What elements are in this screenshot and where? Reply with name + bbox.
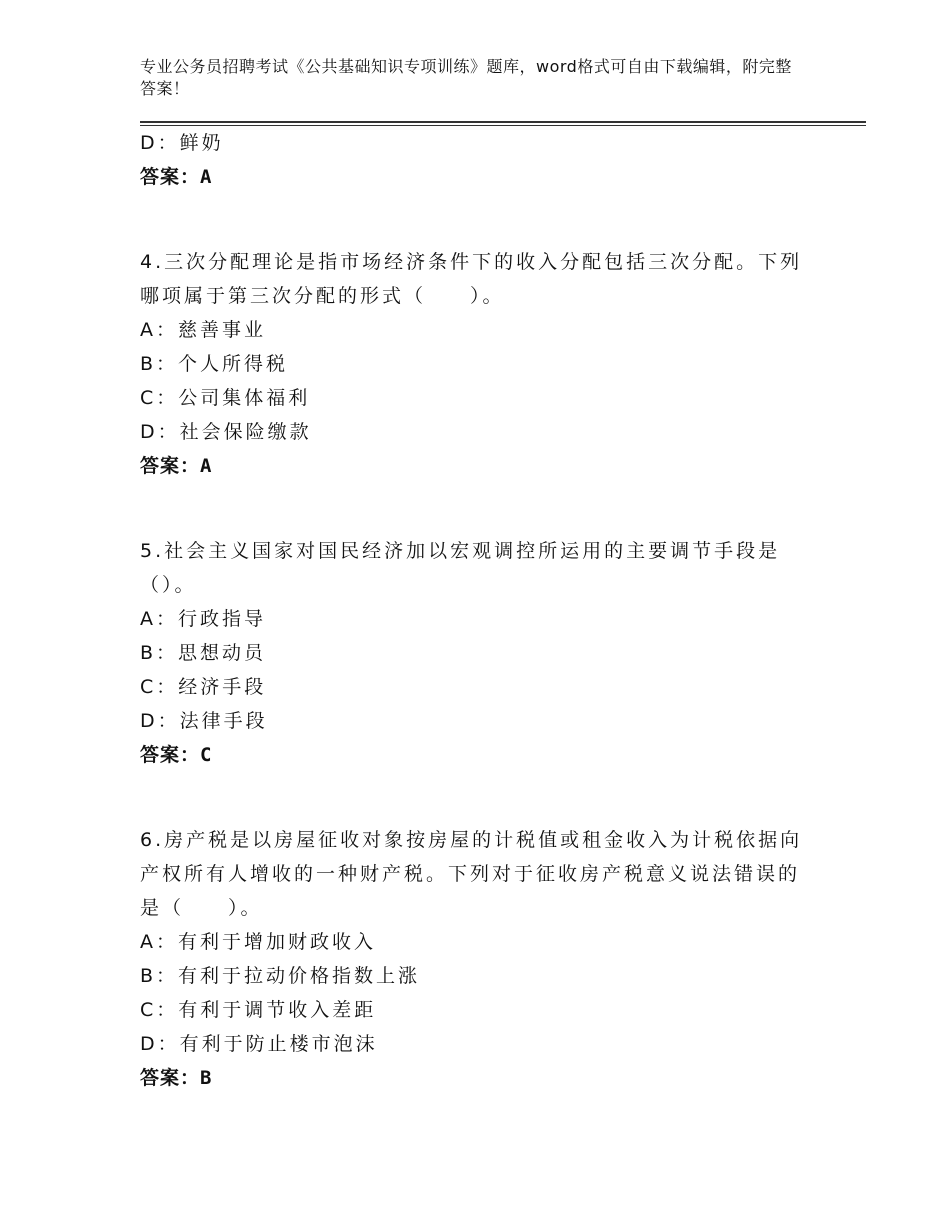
- option-b: B：有利于拉动价格指数上涨: [140, 965, 421, 987]
- option-d: D：法律手段: [140, 710, 268, 732]
- answer: 答案：A: [140, 455, 213, 477]
- question-stem: 6.房产税是以房屋征收对象按房屋的计税值或租金收入为计税依据向产权所有人增收的一种财产税。下列对于征收房产税意义说法错误的是（ ）。: [140, 829, 803, 919]
- option-a: A：有利于增加财政收入: [140, 931, 376, 953]
- spacer: [140, 483, 810, 534]
- option-a: A：行政指导: [140, 608, 266, 630]
- option-a: A：慈善事业: [140, 319, 266, 341]
- option-d: D：社会保险缴款: [140, 421, 312, 443]
- question-stem: 5.社会主义国家对国民经济加以宏观调控所运用的主要调节手段是（）。: [140, 540, 781, 596]
- spacer: [140, 194, 810, 245]
- answer: 答案：B: [140, 1067, 213, 1089]
- question-5: [140, 534, 810, 772]
- option-b: B：思想动员: [140, 642, 267, 664]
- question-6: [140, 823, 810, 1095]
- answer: 答案：C: [140, 744, 213, 766]
- prev-answer: 答案：A: [140, 166, 213, 188]
- option-c: C：公司集体福利: [140, 387, 311, 409]
- document-body: [140, 126, 810, 1095]
- option-d: D：有利于防止楼市泡沫: [140, 1033, 378, 1055]
- page-header: [140, 56, 800, 100]
- option-c: C：有利于调节收入差距: [140, 999, 377, 1021]
- spacer: [140, 772, 810, 823]
- option-b: B：个人所得税: [140, 353, 289, 375]
- prev-option-d: D：鲜奶: [140, 132, 224, 154]
- header-text: 专业公务员招聘考试《公共基础知识专项训练》题库，word格式可自由下载编辑，附完整答案！: [140, 57, 792, 98]
- option-c: C：经济手段: [140, 676, 267, 698]
- question-4: [140, 245, 810, 483]
- question-stem: 4.三次分配理论是指市场经济条件下的收入分配包括三次分配。下列哪项属于第三次分配的形式（ ）。: [140, 251, 803, 307]
